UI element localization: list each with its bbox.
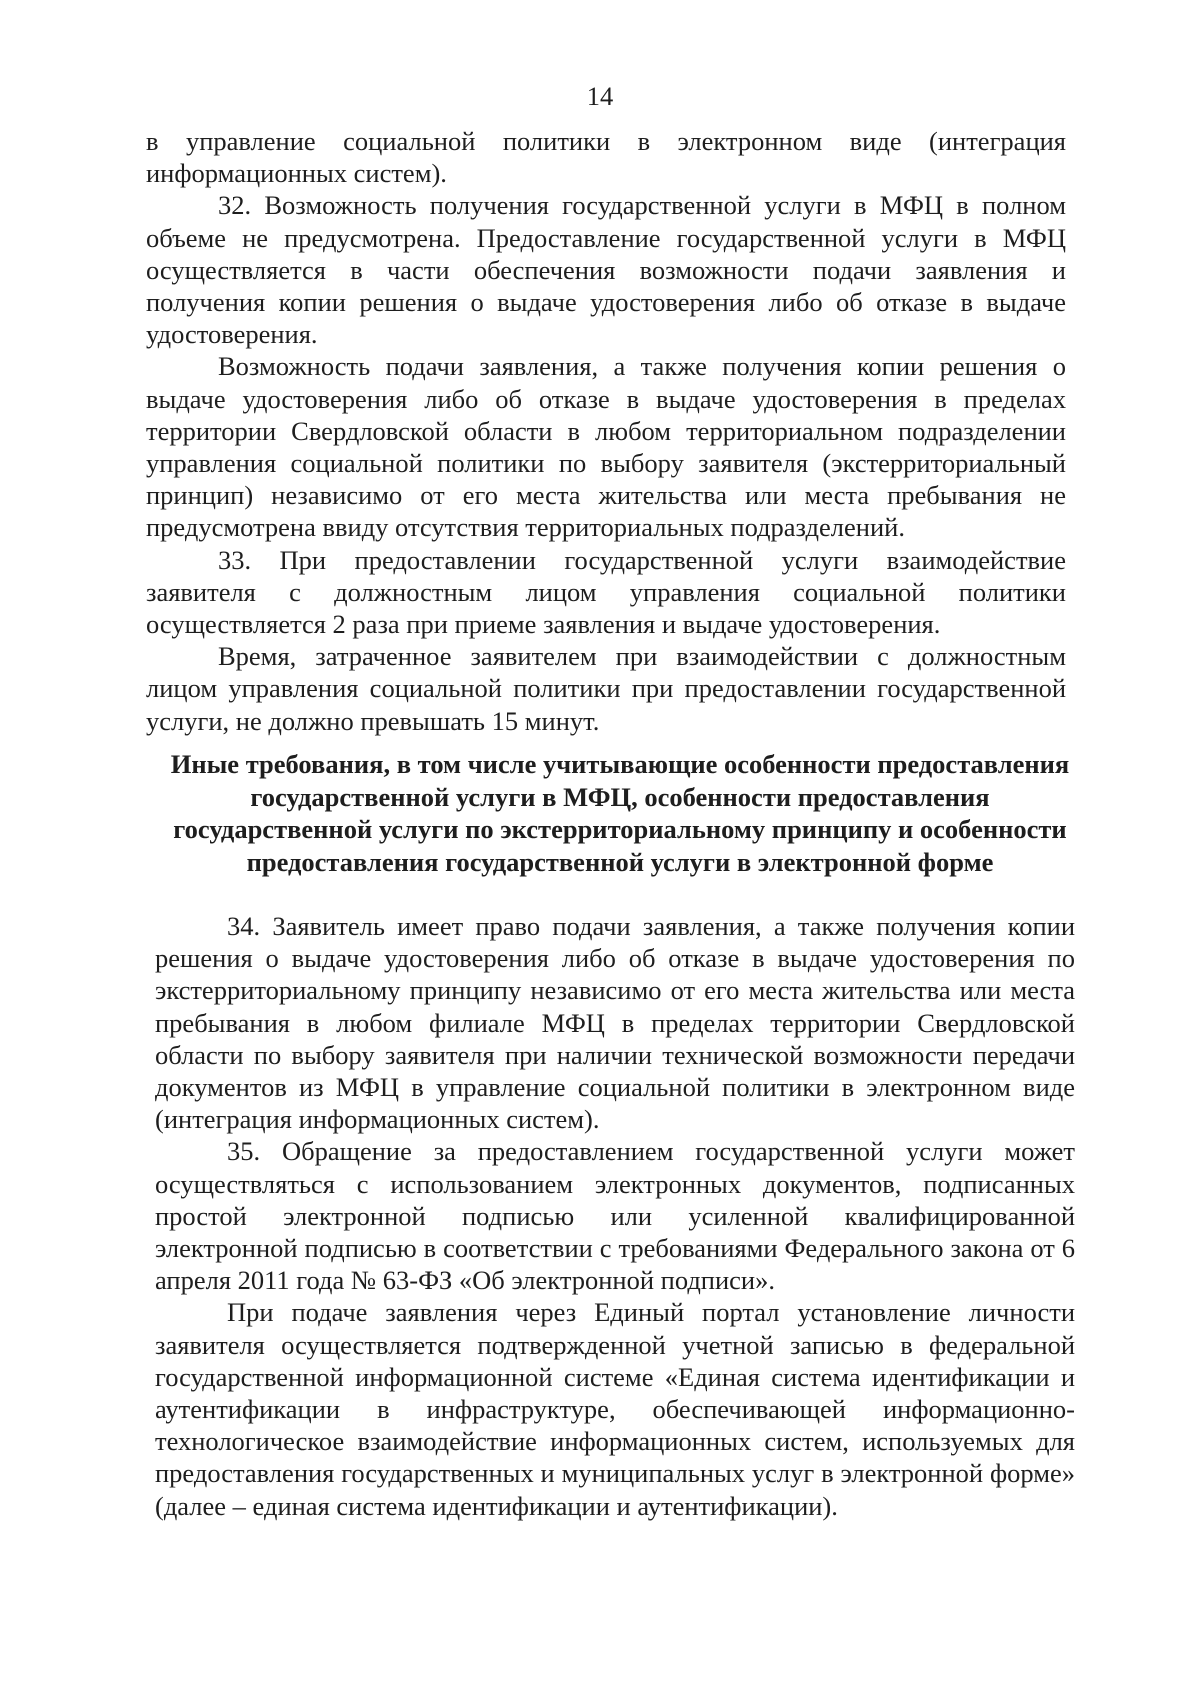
paragraph-33-time: Время, затраченное заявителем при взаимодействии с должностным лицом управления социальной политики при предоставлении государственной услуги, не должно превышать 15 минут. [146,641,1066,736]
section-heading: Иные требования, в том числе учитывающие особенности предоставления государственной услуги в МФЦ, особенности предоставления государственной услуги по экстерриториальному принципу и особенности предоставления государственной услуги в электронной форме [170,749,1070,877]
paragraph-33: 33. При предоставлении государственной услуги взаимодействие заявителя с должностным лицом управления социальной политики осуществляется 2 раза при приеме заявления и выдаче удостоверения. [146,544,1066,640]
page-number: 14 [586,81,614,111]
paragraph-34: 34. Заявитель имеет право подачи заявления, а также получения копии решения о выдаче удостоверения либо об отказе в выдаче удостоверения по экстерриториальному принципу независимо от его места жительства или места пребывания в любом филиале МФЦ в пределах территории Свердловской области по выбору заявителя при наличии технической возможности передачи документов из МФЦ в управление социальной политики в электронном виде (интеграция информационных систем). [155,911,1075,1135]
paragraph-continuation: в управление социальной политики в электронном виде (интеграция информационных систем). [146,126,1066,189]
paragraph-35: 35. Обращение за предоставлением государственной услуги может осуществляться с использованием электронных документов, подписанных простой электронной подписью или усиленной квалифицированной электронной подписью в соответствии с требованиями Федерального закона от 6 апреля 2011 года № 63-ФЗ «Об электронной подписи». [155,1136,1075,1296]
paragraph-32-extraterritorial: Возможность подачи заявления, а также получения копии решения о выдаче удостоверения либо об отказе в выдаче удостоверения в пределах территории Свердловской области в любом территориальном подразделении управления социальной политики по выбору заявителя (экстерриториальный принцип) независимо от его места жительства или места пребывания не предусмотрена ввиду отсутствия территориальных подразделений. [146,351,1066,543]
bottom-text-block [155,910,1075,1522]
paragraph-32: 32. Возможность получения государственной услуги в МФЦ в полном объеме не предусмотрена. Предоставление государственной услуги в МФЦ осуществляется в части обеспечения возможности подачи заявления и получения копии решения о выдаче удостоверения либо об отказе в выдаче удостоверения. [146,190,1066,350]
paragraph-35-identification: При подаче заявления через Единый портал установление личности заявителя осуществляется подтвержденной учетной записью в федеральной государственной информационной системе «Единая система идентификации и аутентификации в инфраструктуре, обеспечивающей информационно-технологическое взаимодействие информационных систем, используемых для предоставления государственных и муниципальных услуг в электронной форме» (далее – единая система идентификации и аутентификации). [155,1297,1075,1521]
top-text-block [146,125,1066,737]
